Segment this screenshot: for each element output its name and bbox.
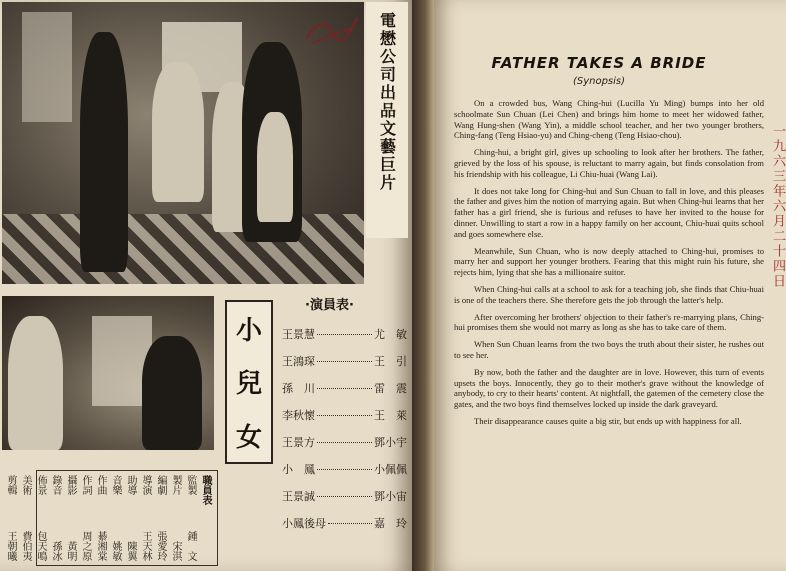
synopsis-paragraph: It does not take long for Ching-hui and Sun Chuan to fall in love, and this pleases the father and gives him the notion of marrying again. But when Ching-hui learns that her father has a girl friend, she is furious and refuses to have her invited to the house for dinner. Unwilling to start a row in a happy family on her account, Chiu-huai quits school and goes somewhere else. bbox=[454, 185, 764, 239]
crew-col bbox=[108, 475, 123, 561]
synopsis-paragraph: Ching-hui, a bright girl, gives up schooling to look after her brothers. The father, grieved by the loss of his spouse, is reluctant to marry again, but finds consolation from his friendship with his colleague, Li Chiu-huai (Wang Lai). bbox=[454, 147, 764, 179]
cast-row bbox=[282, 347, 407, 374]
crew-col bbox=[93, 475, 108, 561]
crew-role: 導演 bbox=[140, 475, 151, 495]
scene-photo bbox=[2, 296, 214, 450]
synopsis-body bbox=[454, 98, 764, 433]
synopsis-paragraph: On a crowded bus, Wang Ching-hui (Lucilla Yu Ming) bumps into her old schoolmate Sun Chuan (Lei Chen) and brings him home to meet her widowed father, Wang Hung-shen (Wang Yin), a middle school teacher, and her two younger brothers, Ching-fang (Teng Hsiao-yu) and Ching-cheng (Teng Hsiao-chou). bbox=[454, 98, 764, 141]
door bbox=[22, 12, 72, 122]
film-title bbox=[225, 300, 273, 464]
crew-name: 宋淇 bbox=[170, 541, 181, 561]
crew-name: 孫冰 bbox=[50, 541, 61, 561]
cast-role: 李秋懷 bbox=[282, 408, 315, 422]
crew-name: 陳翼 bbox=[125, 541, 136, 561]
book-spine bbox=[412, 0, 434, 571]
family-photo bbox=[2, 2, 364, 284]
cast-row bbox=[282, 509, 407, 536]
crew-name: 王天林 bbox=[140, 531, 151, 561]
crew-col bbox=[33, 475, 48, 561]
synopsis-title: FATHER TAKES A BRIDE bbox=[491, 54, 707, 72]
cast-actor: 鄧小宙 bbox=[374, 489, 407, 503]
crew-col bbox=[78, 475, 93, 561]
tagline-box bbox=[366, 2, 408, 238]
crew-name: 綦湘棠 bbox=[95, 531, 106, 561]
cast-actor: 嘉 玲 bbox=[374, 516, 407, 530]
cast-row bbox=[282, 374, 407, 401]
crew-col bbox=[153, 475, 168, 561]
crew-box bbox=[5, 470, 218, 566]
cast-actor: 雷 震 bbox=[374, 381, 407, 395]
tagline: 電懋公司出品文藝巨片 bbox=[377, 12, 397, 192]
crew-heading-col bbox=[198, 475, 213, 561]
crew-name: 張愛玲 bbox=[155, 531, 166, 561]
crew-col bbox=[18, 475, 33, 561]
crew-role: 剪輯 bbox=[5, 475, 16, 495]
figure-woman bbox=[142, 336, 202, 450]
synopsis-paragraph: After overcoming her brothers' objection to their father's re-marrying plans, Ching-hui promises them she would not marry as long as she has to take care of them. bbox=[454, 311, 764, 333]
crew-role: 錄音 bbox=[50, 475, 61, 495]
title-char: 女 bbox=[235, 422, 262, 453]
crew-role: 佈景 bbox=[35, 475, 46, 495]
crew-role: 助導 bbox=[125, 475, 136, 495]
synopsis-paragraph: When Sun Chuan learns from the two boys the truth about their sister, he rushes out to see her. bbox=[454, 339, 764, 360]
cast-role: 王景誠 bbox=[282, 489, 315, 503]
cast-role: 王景慧 bbox=[282, 327, 315, 341]
cast-row bbox=[282, 428, 407, 455]
cast-list bbox=[282, 320, 407, 536]
tiled-floor bbox=[2, 214, 364, 284]
cast-actor: 鄧小宇 bbox=[374, 435, 407, 449]
crew-role: 監製 bbox=[185, 475, 196, 495]
cast-actor: 王 引 bbox=[374, 354, 407, 368]
crew-role: 作詞 bbox=[80, 475, 91, 495]
crew-name: 包天鳴 bbox=[35, 531, 46, 561]
figure-woman bbox=[152, 62, 204, 202]
crew-name: 姚敏 bbox=[110, 541, 121, 561]
cast-row bbox=[282, 401, 407, 428]
crew-name: 周之原 bbox=[80, 531, 91, 561]
crew-role: 攝影 bbox=[65, 475, 76, 495]
crew-name: 黃明 bbox=[65, 541, 76, 561]
cast-role: 王景方 bbox=[282, 435, 315, 449]
cast-heading: ·演員表· bbox=[305, 298, 354, 313]
crew-col bbox=[48, 475, 63, 561]
crew-col bbox=[183, 475, 198, 561]
figure-man-left bbox=[80, 32, 128, 272]
handwriting-mark bbox=[302, 8, 362, 48]
crew-role: 編劇 bbox=[155, 475, 166, 495]
crew-role: 製片 bbox=[170, 475, 181, 495]
figure-boy bbox=[8, 316, 63, 450]
cast-row bbox=[282, 320, 407, 347]
handwritten-date: 一九六三年六月二十四日 bbox=[770, 124, 785, 289]
crew-heading: 職員表 bbox=[200, 475, 211, 505]
cast-role: 王鴻琛 bbox=[282, 354, 315, 368]
crew-name: 費伯夷 bbox=[20, 531, 31, 561]
cast-role: 孫 川 bbox=[282, 381, 315, 395]
cast-role: 小 鳳 bbox=[282, 462, 315, 476]
title-char: 小 bbox=[235, 316, 262, 347]
synopsis-paragraph: By now, both the father and the daughter are in love. However, this turn of events upsets the boys. Innocently, they go to their mother's grave without the knowledge of anybody, to cry to their hearts' content. At nightfall, the gatemen of the cemetery close the gates, and the two boys find themselves locked up inside the dark graveyard. bbox=[454, 366, 764, 410]
title-char: 兒 bbox=[235, 369, 262, 400]
cast-actor: 王 萊 bbox=[374, 408, 407, 422]
crew-role: 美術 bbox=[20, 475, 31, 495]
crew-col bbox=[63, 475, 78, 561]
crew-col bbox=[123, 475, 138, 561]
crew-col bbox=[138, 475, 153, 561]
crew-name: 王朝曦 bbox=[5, 531, 16, 561]
synopsis-paragraph: When Ching-hui calls at a school to ask for a teaching job, she finds that Chiu-huai is one of the teachers there. She therefore gets the job through the latter's help. bbox=[454, 283, 764, 305]
crew-role: 音樂 bbox=[110, 475, 121, 495]
crew-col bbox=[3, 475, 18, 561]
synopsis-paragraph: Their disappearance causes quite a big stir, but ends up with happiness for all. bbox=[474, 415, 742, 426]
synopsis-paragraph: Meanwhile, Sun Chuan, who is now deeply attached to Ching-hui, promises to marry her and support her younger brothers. Fearing that this might ruin his future, she rejects him, lying that she has a millionaire suitor. bbox=[454, 245, 764, 278]
synopsis-subtitle: (Synopsis) bbox=[572, 76, 626, 87]
crew-col bbox=[168, 475, 183, 561]
figure-boy-right bbox=[257, 112, 293, 222]
right-page bbox=[434, 0, 786, 571]
cast-row bbox=[282, 482, 407, 509]
crew-role: 作曲 bbox=[95, 475, 106, 495]
cast-row bbox=[282, 455, 407, 482]
crew-name: 鍾 文 bbox=[185, 531, 196, 561]
cast-actor: 尤 敏 bbox=[374, 327, 407, 341]
cast-actor: 小佩佩 bbox=[374, 462, 407, 476]
cast-heading-text: 演員表 bbox=[309, 298, 349, 313]
cast-role: 小鳳後母 bbox=[282, 516, 326, 530]
